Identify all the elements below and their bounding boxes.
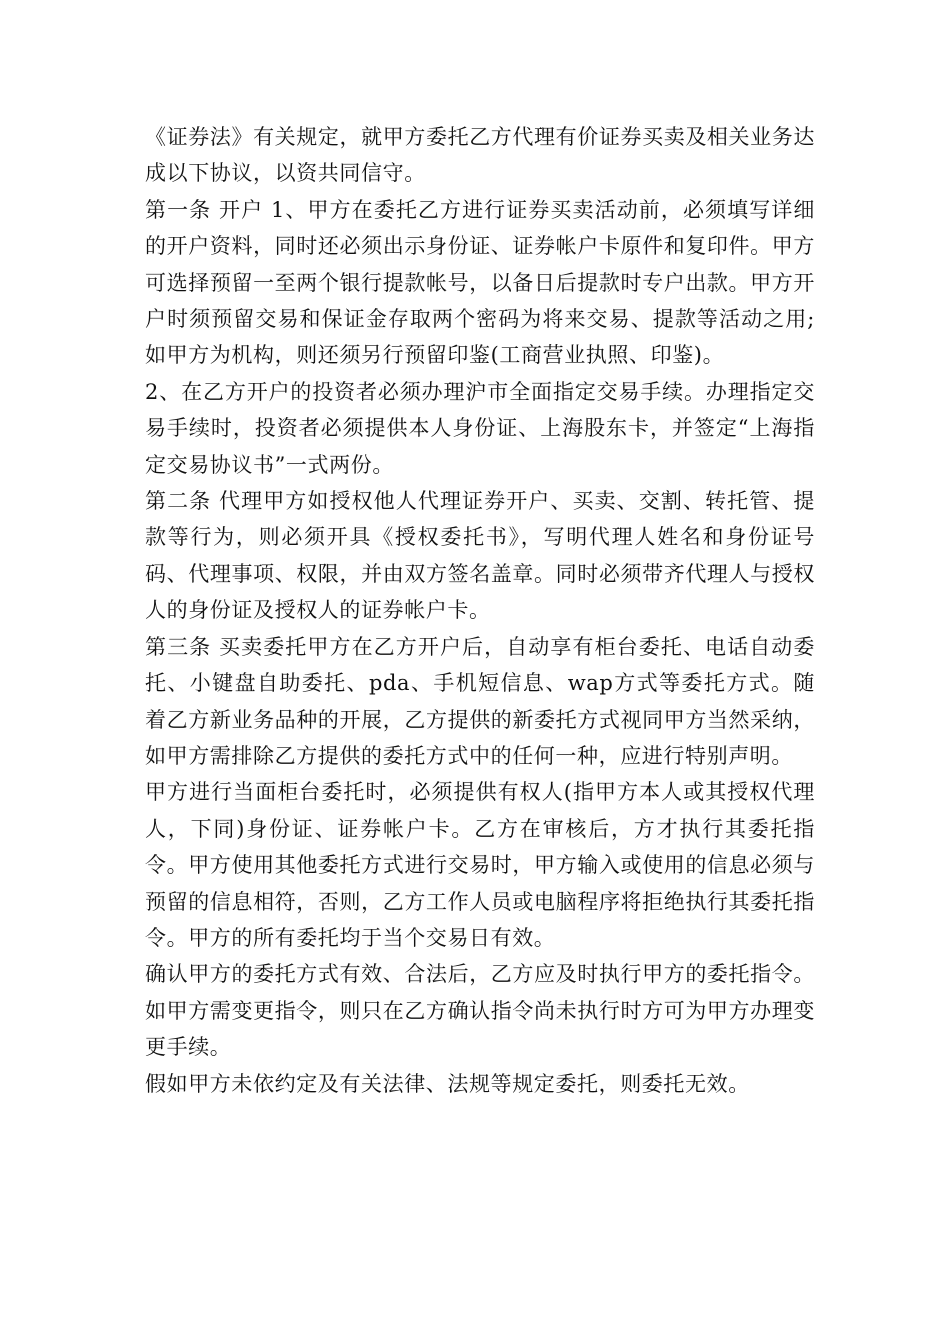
paragraph-article-2-agency: 第二条 代理甲方如授权他人代理证券开户、买卖、交割、转托管、提款等行为，则必须开具《授权委托书》，写明代理人姓名和身份证号码、代理事项、权限，并由双方签名盖章。同时必须带齐代理人与授权人的身份证及授权人的证券帐户卡。 xyxy=(145,489,815,623)
paragraph-article-1-account-opening: 第一条 开户 1、甲方在委托乙方进行证券买卖活动前，必须填写详细的开户资料，同时还必须出示身份证、证券帐户卡原件和复印件。甲方可选择预留一至两个银行提款帐号，以备日后提款时专户出款。甲方开户时须预留交易和保证金存取两个密码为将来交易、提款等活动之用;如甲方为机构，则还须另行预留印鉴(工商营业执照、印鉴)。 xyxy=(145,197,815,368)
paragraph-preamble: 《证券法》有关规定，就甲方委托乙方代理有价证券买卖及相关业务达成以下协议，以资共同信守。 xyxy=(145,125,815,186)
paragraph-counter-orders: 甲方进行当面柜台委托时，必须提供有权人(指甲方本人或其授权代理人，下同)身份证、证券帐户卡。乙方在审核后，方才执行其委托指令。甲方使用其他委托方式进行交易时，甲方输入或使用的信息必须与预留的信息相符，否则，乙方工作人员或电脑程序将拒绝执行其委托指令。甲方的所有委托均于当个交易日有效。 xyxy=(145,780,815,950)
paragraph-article-3-trading-orders: 第三条 买卖委托甲方在乙方开户后，自动享有柜台委托、电话自动委托、小键盘自助委托、pda、手机短信息、wap方式等委托方式。随着乙方新业务品种的开展，乙方提供的新委托方式视同甲方当然采纳，如甲方需排除乙方提供的委托方式中的任何一种，应进行特别声明。 xyxy=(145,634,815,768)
document-body xyxy=(145,119,815,1102)
paragraph-invalid-orders: 假如甲方未依约定及有关法律、法规等规定委托，则委托无效。 xyxy=(145,1071,750,1096)
paragraph-order-confirmation: 确认甲方的委托方式有效、合法后，乙方应及时执行甲方的委托指令。如甲方需变更指令，则只在乙方确认指令尚未执行时方可为甲方办理变更手续。 xyxy=(145,962,815,1060)
paragraph-article-1-item-2: 2、在乙方开户的投资者必须办理沪市全面指定交易手续。办理指定交易手续时，投资者必须提供本人身份证、上海股东卡，并签定“上海指定交易协议书”一式两份。 xyxy=(145,379,815,477)
